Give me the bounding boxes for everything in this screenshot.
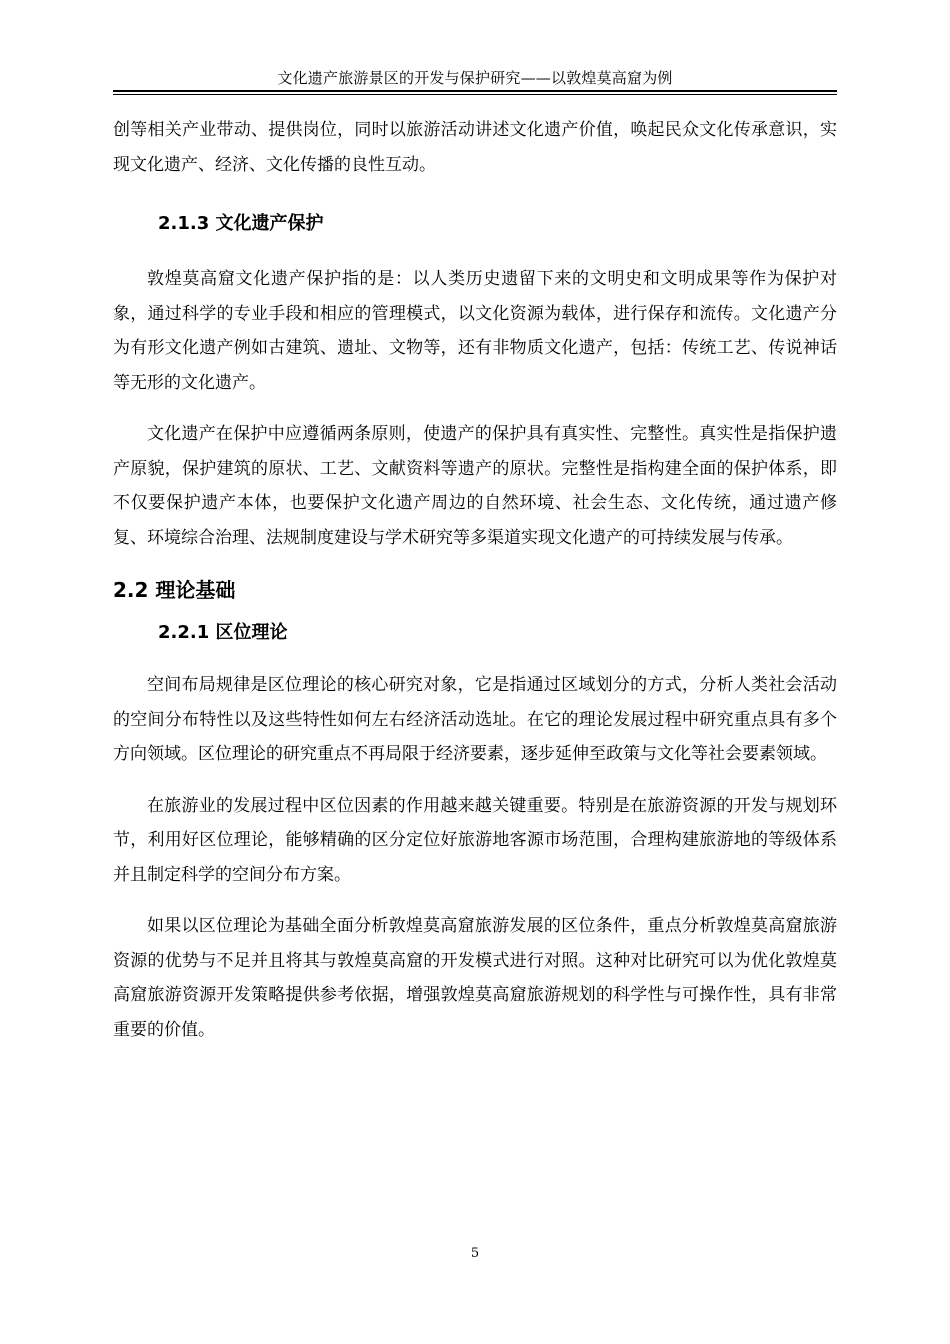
paragraph-tourism-location: 在旅游业的发展过程中区位因素的作用越来越关键重要。特别是在旅游资源的开发与规划环节，利用好区位理论，能够精确的区分定位好旅游地客源市场范围，合理构建旅游地的等级体系并且制定科学的空间分布方案。 bbox=[113, 795, 837, 885]
header-rule bbox=[113, 90, 837, 92]
header-rule-thin bbox=[113, 94, 837, 95]
paragraph-heritage-protection: 敦煌莫高窟文化遗产保护指的是：以人类历史遗留下来的文明史和文明成果等作为保护对象，通过科学的专业手段和相应的管理模式，以文化资源为载体，进行保存和流传。文化遗产分为有形文化遗产例如古建筑、遗址、文物等，还有非物质文化遗产，包括：传统工艺、传说神话等无形的文化遗产。 bbox=[113, 269, 837, 393]
heading-2-1-3: 2.1.3 文化遗产保护 bbox=[158, 213, 324, 234]
paragraph-location-theory: 空间布局规律是区位理论的核心研究对象，它是指通过区域划分的方式，分析人类社会活动的空间分布特性以及这些特性如何左右经济活动选址。在它的理论发展过程中研究重点具有多个方向领域。区位理论的研究重点不再局限于经济要素，逐步延伸至政策与文化等社会要素领域。 bbox=[113, 675, 837, 764]
paragraph-mogao-analysis: 如果以区位理论为基础全面分析敦煌莫高窟旅游发展的区位条件，重点分析敦煌莫高窟旅游资源的优势与不足并且将其与敦煌莫高窟的开发模式进行对照。这种对比研究可以为优化敦煌莫高窟旅游资源开发策略提供参考依据，增强敦煌莫高窟旅游规划的科学性与可操作性，具有非常重要的价值。 bbox=[113, 916, 837, 1040]
paragraph-protection-principles: 文化遗产在保护中应遵循两条原则，使遗产的保护具有真实性、完整性。真实性是指保护遗产原貌，保护建筑的原状、工艺、文献资料等遗产的原状。完整性是指构建全面的保护体系，即不仅要保护遗产本体，也要保护文化遗产周边的自然环境、社会生态、文化传统，通过遗产修复、环境综合治理、法规制度建设与学术研究等多渠道实现文化遗产的可持续发展与传承。 bbox=[113, 424, 837, 548]
running-header: 文化遗产旅游景区的开发与保护研究——以敦煌莫高窟为例 bbox=[277, 69, 673, 87]
paragraph-continued: 创等相关产业带动、提供岗位，同时以旅游活动讲述文化遗产价值，唤起民众文化传承意识，实现文化遗产、经济、文化传播的良性互动。 bbox=[113, 120, 837, 175]
page-body bbox=[113, 113, 837, 1047]
page-number: 5 bbox=[470, 1246, 480, 1261]
heading-2-2-1: 2.2.1 区位理论 bbox=[158, 622, 288, 643]
heading-2-2: 2.2 理论基础 bbox=[113, 578, 236, 602]
